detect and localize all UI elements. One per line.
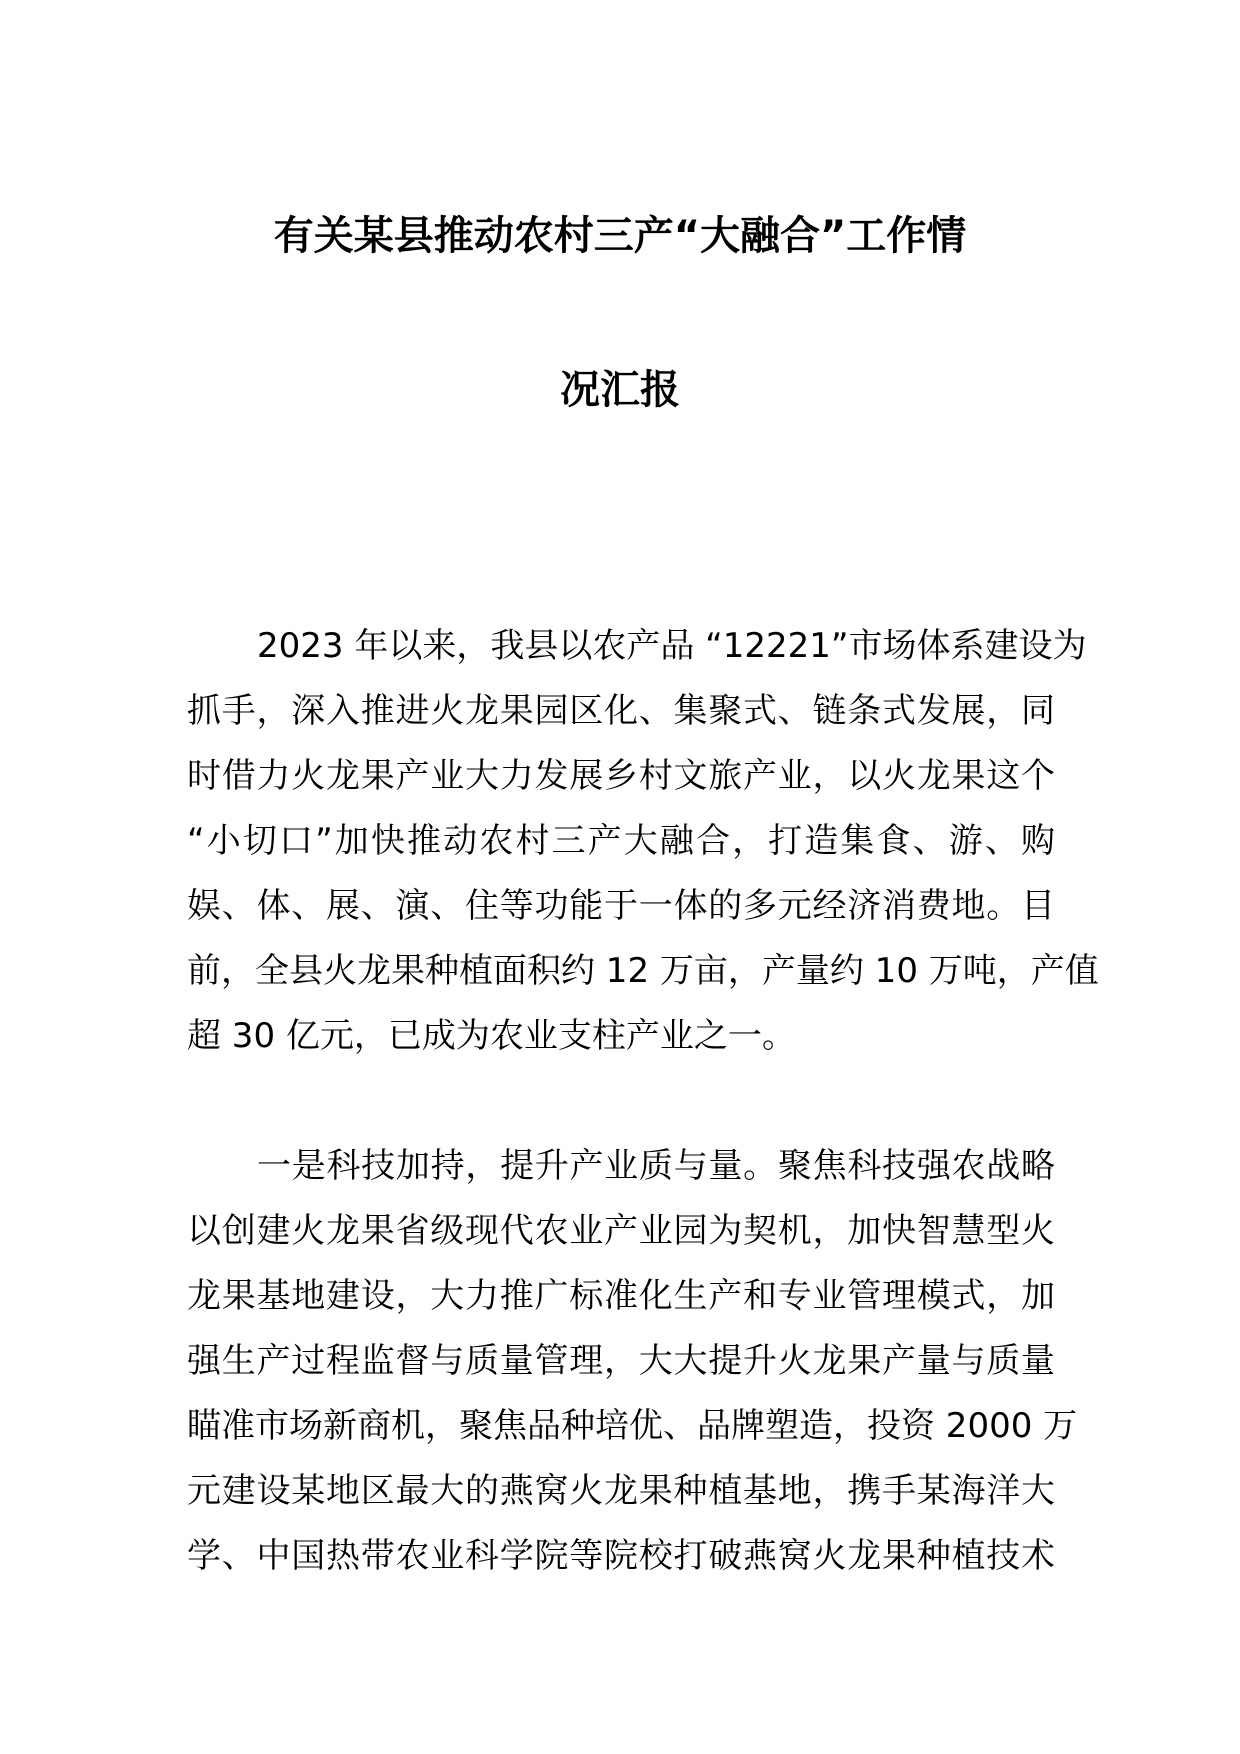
- paragraph-2-line-7: 学、中国热带农业科学院等院校打破燕窝火龙果种植技术: [187, 1536, 1055, 1576]
- document-title-line-2: 况汇报: [560, 367, 680, 413]
- paragraph-2-line-6: 元建设某地区最大的燕窝火龙果种植基地，携手某海洋大: [187, 1471, 1055, 1511]
- paragraph-1-line-4: “小切口”加快推动农村三产大融合，打造集食、游、购: [187, 821, 1055, 861]
- paragraph-1-line-7: 超 30 亿元，已成为农业支柱产业之一。: [187, 1016, 796, 1056]
- paragraph-1-line-1: 2023 年以来，我县以农产品 “12221”市场体系建设为: [257, 626, 1087, 666]
- paragraph-2-line-3: 龙果基地建设，大力推广标准化生产和专业管理模式，加: [187, 1276, 1055, 1316]
- paragraph-2-line-2: 以创建火龙果省级现代农业产业园为契机，加快智慧型火: [187, 1211, 1055, 1251]
- paragraph-2-line-5: 瞄准市场新商机，聚焦品种培优、品牌塑造，投资 2000 万: [187, 1406, 1078, 1446]
- paragraph-1-line-5: 娱、体、展、演、住等功能于一体的多元经济消费地。目: [187, 886, 1055, 926]
- paragraph-2-line-1: 一是科技加持，提升产业质与量。聚焦科技强农战略: [257, 1146, 1055, 1186]
- paragraph-1-line-3: 时借力火龙果产业大力发展乡村文旅产业，以火龙果这个: [187, 756, 1055, 796]
- paragraph-1-line-6: 前，全县火龙果种植面积约 12 万亩，产量约 10 万吨，产值: [187, 951, 1099, 991]
- paragraph-1-line-2: 抓手，深入推进火龙果园区化、集聚式、链条式发展，同: [187, 691, 1055, 731]
- document-title-line-1: 有关某县推动农村三产“大融合”工作情: [273, 213, 967, 259]
- paragraph-2-line-4: 强生产过程监督与质量管理，大大提升火龙果产量与质量: [187, 1341, 1055, 1381]
